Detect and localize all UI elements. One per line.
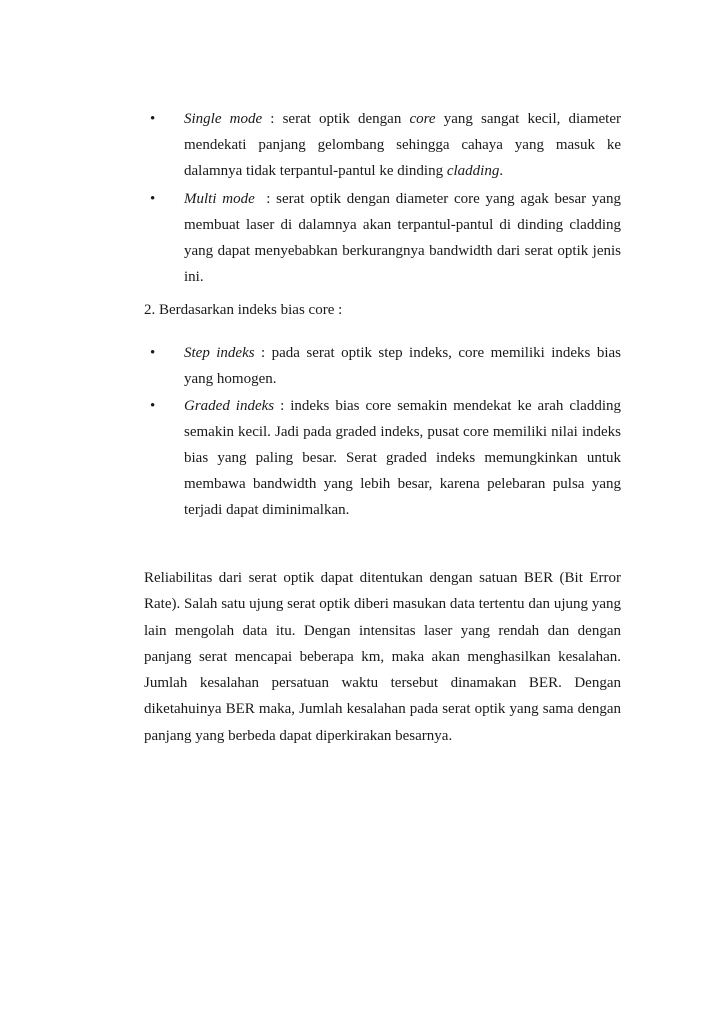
list-item-description: serat optik dengan diameter core yang agak besar yang membuat laser di dalamnya akan terpantul-pantul di dinding cladding yang dapat menyebabkan berkurangnya bandwidth dari serat optik jenis ini. — [184, 191, 621, 285]
list-item-description: . — [499, 163, 504, 179]
list-item-text — [184, 106, 621, 184]
list-item-description: core — [409, 111, 436, 127]
list-item-term: Multi mode — [184, 191, 255, 207]
list-item-description: pada serat optik step indeks, core memiliki indeks bias yang homogen. — [184, 345, 621, 387]
list-item-text — [184, 186, 621, 290]
list-item-separator: : — [254, 191, 277, 207]
list-item-separator: : — [274, 398, 291, 414]
list-item-description: serat optik dengan — [282, 111, 410, 127]
list-item-description: indeks bias core semakin mendekat ke arah cladding semakin kecil. Jadi pada graded indeks, pusat core memiliki nilai indeks bias yang paling besar. Serat graded indeks memungkinkan untuk membawa bandwidth yang lebih besar, karena pelebaran pulsa yang terjadi dapat diminimalkan. — [184, 398, 621, 518]
ber-paragraph: Reliabilitas dari serat optik dapat ditentukan dengan satuan BER (Bit Error Rate). Salah satu ujung serat optik diberi masukan data tertentu dan ujung yang lain mengolah data itu. Dengan intensitas laser yang rendah dan dengan panjang serat mencapai beberapa km, maka akan menghasilkan kesalahan. Jumlah kesalahan persatuan waktu tersebut dinamakan BER. Dengan diketahuinya BER maka, Jumlah kesalahan pada serat optik yang sama dengan panjang yang berbeda dapat diperkirakan besarnya. — [144, 570, 621, 744]
list-item-term: Graded indeks — [184, 398, 275, 414]
list-item-term: Step indeks — [184, 345, 255, 361]
list-item-separator: : — [254, 345, 272, 361]
list-item-description: yang sangat kecil, diameter mendekati panjang gelombang sehingga cahaya yang masuk ke dalamnya tidak terpantul-pantul ke dinding — [184, 111, 621, 179]
bullet-icon: • — [150, 398, 156, 414]
list-item-term: Single mode — [184, 111, 263, 127]
list-item-description: cladding — [446, 163, 500, 179]
list-item-text — [184, 393, 621, 523]
bullet-icon: • — [150, 345, 156, 361]
list-item-text — [184, 340, 621, 392]
bullet-icon: • — [150, 191, 156, 207]
list-item-separator: : — [262, 111, 283, 127]
bullet-icon: • — [150, 111, 156, 127]
section-heading: 2. Berdasarkan indeks bias core : — [144, 302, 343, 318]
